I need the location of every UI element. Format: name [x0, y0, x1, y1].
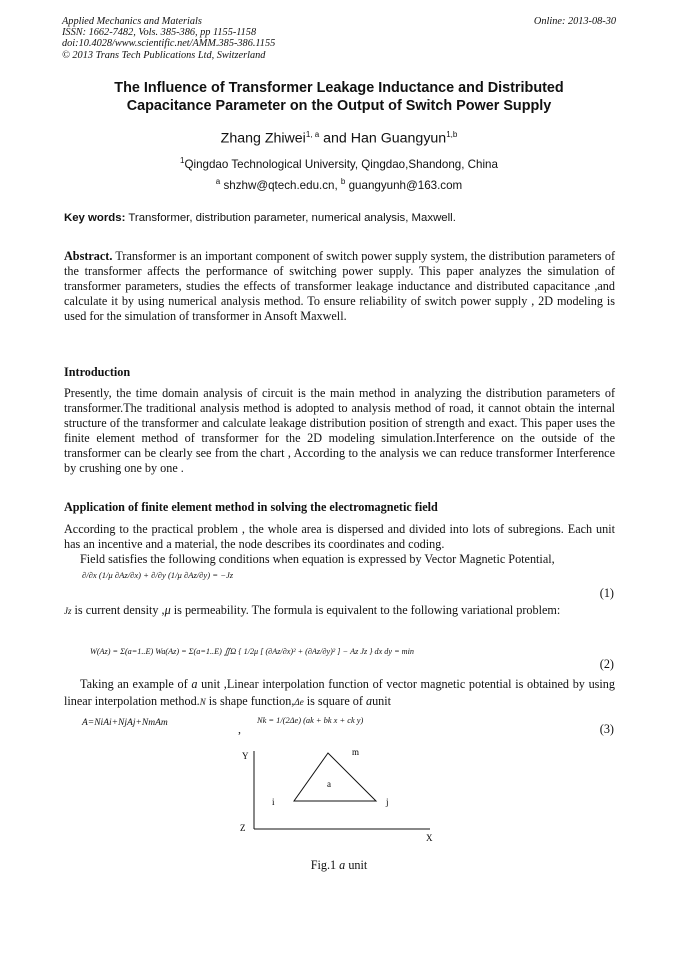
mu-symbol: μ — [164, 603, 171, 617]
fem-p4a: Taking an example of — [80, 677, 192, 691]
fem-p4d: is square of — [303, 694, 366, 708]
caption-prefix: Fig.1 — [310, 858, 340, 872]
fem-paragraph-3 — [64, 603, 615, 619]
online-date: Online: 2013-08-30 — [533, 16, 616, 27]
email-a-sup: a — [215, 177, 221, 186]
keywords — [64, 212, 616, 224]
copyright: © 2013 Trans Tech Publications Ltd, Switzerland — [62, 49, 266, 61]
caption-a: a — [339, 858, 346, 872]
authors-and: and — [319, 130, 351, 147]
authors — [62, 130, 616, 147]
fem-paragraph-1: According to the practical problem , the whole area is dispersed and divided into lots of subregions. Each unit has an incentive and a material, the node describes its coordinates and coding. — [64, 522, 615, 551]
abstract-label: Abstract. — [64, 249, 113, 263]
fem-paragraph-2: Field satisfies the following conditions when equation is expressed by Vector Magnetic Potential, — [80, 552, 555, 566]
title-line-1: The Influence of Transformer Leakage Inductance and Distributed — [114, 80, 564, 96]
a-symbol-2: a — [365, 694, 373, 708]
figure-1-diagram — [230, 745, 450, 845]
node-i-label: i — [272, 797, 275, 807]
fem-p4b: unit ,Linear interpolation function of vector magnetic potential is obtained by using linear interpolation method. — [64, 677, 615, 708]
a-symbol: a — [191, 677, 198, 691]
x-axis-label: X — [426, 833, 433, 843]
author-1-sup: 1, a — [305, 130, 320, 139]
intro-text: Presently, the time domain analysis of circuit is the main method in analyzing the distribution parameters of transformer.The traditional analysis method is adopted to analysis method of road, it cannot obtain the internal structure of the transformer and calculate leakage distribution position of strength and exact. This paper uses the finite element method of transformer for the 2D modeling simulation.Interference on the outside of the transformer can be clearly see from the chart , According to the analysis we can reduce transformer Interference by crushing one by one . — [64, 386, 615, 475]
fem-p3b: is permeability. The formula is equivalent to the following variational problem: — [170, 603, 561, 617]
author-2-sup: 1,b — [446, 130, 458, 139]
intro-heading: Introduction — [64, 365, 131, 379]
fem-paragraph-4 — [64, 676, 615, 711]
fem-heading: Application of finite element method in solving the electromagnetic field — [64, 500, 438, 514]
journal-name: Applied Mechanics and Materials — [62, 16, 202, 27]
equation-1-number: (1) — [599, 586, 614, 600]
equation-2: W(Az) = Σ(a=1..E) Wa(Az) = Σ(a=1..E) ∬Ω { 1/2μ [ (∂Az/∂x)² + (∂Az/∂y)² ] − Az Jz } dx dy = min — [90, 647, 414, 656]
affiliation — [62, 156, 616, 171]
equation-3-number: (3) — [599, 722, 614, 736]
email-b[interactable]: guangyunh@163.com — [345, 178, 463, 192]
doi: doi:10.4028/www.scientific.net/AMM.385-386.1155 — [62, 38, 276, 50]
fem-p4c: is shape function, — [205, 694, 295, 708]
y-axis-label: Y — [242, 751, 249, 761]
fem-p4e: unit — [372, 694, 392, 708]
keywords-text: Transformer, distribution parameter, numerical analysis, Maxwell. — [125, 212, 456, 224]
equation-3a: A=NiAi+NjAj+NmAm — [82, 718, 168, 728]
abstract-text: Transformer is an important component of switch power supply system, the distribution parameters of the transformer affects the performance of switching power supply. This paper analyzes the simulation of transformer parameters, studies the effects of transformer leakage inductance and distributed capacitance ,and calculate it by using numerical analysis method. To ensure reliability of switch power supply , 2D modeling is used for the simulation of transformer in Ansoft Maxwell. — [64, 249, 615, 323]
title-line-2: Capacitance Parameter on the Output of Switch Power Supply — [126, 98, 552, 114]
email-b-sup: b — [340, 177, 346, 186]
keywords-label: Key words: — [64, 212, 126, 224]
abstract — [64, 249, 615, 324]
emails — [62, 177, 616, 192]
email-a[interactable]: shzhw@qtech.edu.cn, — [220, 178, 341, 192]
z-axis-label: Z — [240, 823, 246, 833]
n-symbol: N — [199, 697, 206, 707]
figure-1-caption — [0, 858, 678, 873]
caption-suffix: unit — [345, 858, 368, 872]
triangle-element — [294, 753, 376, 801]
jz-symbol: Jz — [64, 606, 72, 616]
affiliation-sup: 1 — [180, 156, 185, 165]
node-m-label: m — [352, 747, 360, 757]
element-a-label: a — [327, 779, 331, 789]
issn: ISSN: 1662-7482, Vols. 385-386, pp 1155-1158 — [62, 27, 257, 39]
node-j-label: j — [386, 797, 389, 807]
fem-p3a: is current density , — [71, 603, 165, 617]
delta-symbol: Δe — [294, 697, 304, 707]
author-2: Han Guangyun — [350, 130, 447, 147]
paper-title — [62, 79, 616, 115]
author-1: Zhang Zhiwei — [220, 130, 306, 147]
equation-3-comma: , — [238, 722, 241, 736]
equation-1: ∂/∂x (1/μ ∂Az/∂x) + ∂/∂y (1/μ ∂Az/∂y) = −Jz — [82, 570, 234, 580]
equation-3b: Nk = 1/(2Δe) (ak + bk x + ck y) — [257, 716, 364, 725]
affiliation-text: Qingdao Technological University, Qingdao,Shandong, China — [184, 157, 498, 171]
equation-2-number: (2) — [599, 657, 614, 671]
running-header — [62, 16, 275, 61]
